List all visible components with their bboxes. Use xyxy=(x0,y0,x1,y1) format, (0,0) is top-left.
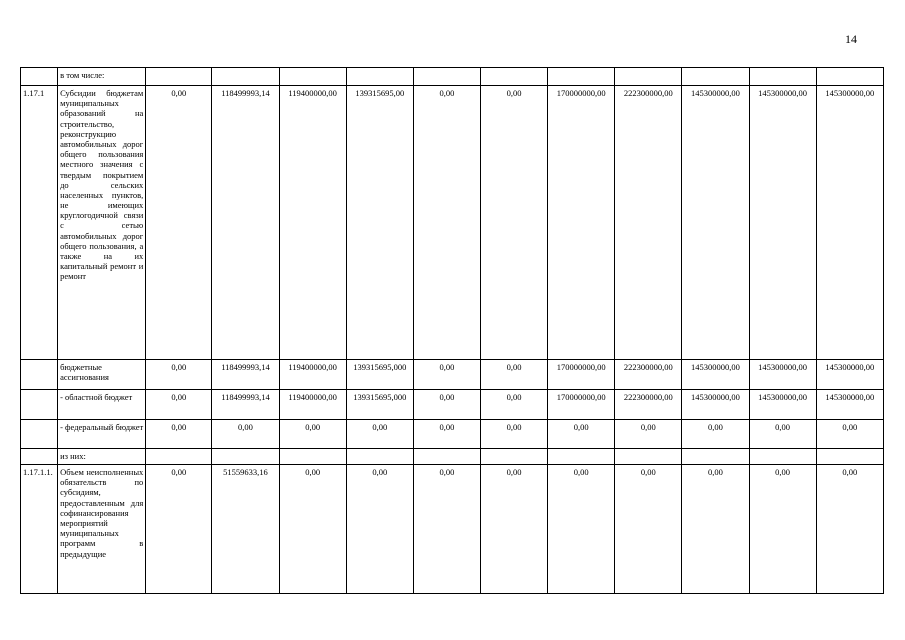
value-cell: 145300000,00 xyxy=(682,86,749,360)
value-cell xyxy=(749,449,816,465)
row-description: - областной бюджет xyxy=(58,390,146,420)
value-cell xyxy=(615,68,682,86)
value-cell xyxy=(816,449,883,465)
value-cell: 145300000,00 xyxy=(816,86,883,360)
value-cell: 170000000,00 xyxy=(548,390,615,420)
value-cell: 0,00 xyxy=(279,420,346,449)
table-row xyxy=(21,68,884,86)
value-cell: 145300000,00 xyxy=(816,390,883,420)
value-cell xyxy=(816,68,883,86)
value-cell: 139315695,000 xyxy=(346,360,413,390)
table-row xyxy=(21,465,884,594)
row-code xyxy=(21,420,58,449)
value-cell: 222300000,00 xyxy=(615,86,682,360)
value-cell xyxy=(212,68,279,86)
row-description: Субсидии бюджетам муниципальных образований на строительство, реконструкцию автомобильных дорог общего пользования местного значения с твердым покрытием до сельских населенных пунктов, не имеющих круглогодичной связи с сетью автомобильных дорог общего пользования, а также на их капитальный ремонт и ремонт xyxy=(58,86,146,360)
value-cell: 222300000,00 xyxy=(615,360,682,390)
table-row xyxy=(21,360,884,390)
value-cell: 0,00 xyxy=(146,465,212,594)
value-cell: 0,00 xyxy=(146,86,212,360)
value-cell: 0,00 xyxy=(480,390,547,420)
table-row xyxy=(21,420,884,449)
value-cell: 0,00 xyxy=(413,86,480,360)
value-cell: 0,00 xyxy=(480,86,547,360)
value-cell: 0,00 xyxy=(146,360,212,390)
value-cell: 170000000,00 xyxy=(548,360,615,390)
value-cell: 0,00 xyxy=(816,420,883,449)
value-cell: 0,00 xyxy=(146,390,212,420)
value-cell xyxy=(749,68,816,86)
value-cell: 0,00 xyxy=(682,420,749,449)
value-cell: 51559633,16 xyxy=(212,465,279,594)
value-cell: 139315695,00 xyxy=(346,86,413,360)
value-cell: 145300000,00 xyxy=(682,360,749,390)
value-cell: 0,00 xyxy=(212,420,279,449)
value-cell: 118499993,14 xyxy=(212,86,279,360)
row-code xyxy=(21,68,58,86)
row-code xyxy=(21,390,58,420)
value-cell: 0,00 xyxy=(816,465,883,594)
value-cell: 0,00 xyxy=(346,420,413,449)
page-number: 14 xyxy=(845,32,857,46)
value-cell xyxy=(548,68,615,86)
row-description: в том числе: xyxy=(58,68,146,86)
value-cell: 145300000,00 xyxy=(682,390,749,420)
value-cell: 0,00 xyxy=(279,465,346,594)
value-cell xyxy=(279,449,346,465)
value-cell: 0,00 xyxy=(480,420,547,449)
value-cell xyxy=(413,449,480,465)
value-cell xyxy=(279,68,346,86)
value-cell: 222300000,00 xyxy=(615,390,682,420)
value-cell: 0,00 xyxy=(749,420,816,449)
value-cell: 139315695,000 xyxy=(346,390,413,420)
value-cell xyxy=(346,449,413,465)
row-description: бюджетные ассигнования xyxy=(58,360,146,390)
value-cell: 145300000,00 xyxy=(749,86,816,360)
value-cell: 0,00 xyxy=(615,465,682,594)
value-cell: 0,00 xyxy=(413,360,480,390)
value-cell: 170000000,00 xyxy=(548,86,615,360)
value-cell: 0,00 xyxy=(413,390,480,420)
value-cell: 0,00 xyxy=(615,420,682,449)
row-description: Объем неисполненных обязательств по субсидиям, предоставленным для софинансирования мероприятий муниципальных программ в предыдущие xyxy=(58,465,146,594)
value-cell xyxy=(346,68,413,86)
row-code: 1.17.1 xyxy=(21,86,58,360)
value-cell xyxy=(146,68,212,86)
value-cell xyxy=(413,68,480,86)
value-cell: 145300000,00 xyxy=(749,360,816,390)
table-row xyxy=(21,390,884,420)
value-cell: 145300000,00 xyxy=(749,390,816,420)
row-description: из них: xyxy=(58,449,146,465)
value-cell xyxy=(682,68,749,86)
value-cell: 0,00 xyxy=(548,420,615,449)
value-cell: 0,00 xyxy=(480,360,547,390)
value-cell xyxy=(480,68,547,86)
row-code: 1.17.1.1. xyxy=(21,465,58,594)
value-cell: 0,00 xyxy=(346,465,413,594)
value-cell xyxy=(480,449,547,465)
table-row xyxy=(21,86,884,360)
value-cell: 118499993,14 xyxy=(212,390,279,420)
value-cell: 119400000,00 xyxy=(279,86,346,360)
budget-table xyxy=(20,67,884,594)
value-cell: 145300000,00 xyxy=(816,360,883,390)
value-cell: 0,00 xyxy=(682,465,749,594)
value-cell: 0,00 xyxy=(413,420,480,449)
value-cell: 118499993,14 xyxy=(212,360,279,390)
value-cell xyxy=(615,449,682,465)
value-cell: 0,00 xyxy=(146,420,212,449)
value-cell: 119400000,00 xyxy=(279,390,346,420)
value-cell: 119400000,00 xyxy=(279,360,346,390)
row-description: - федеральный бюджет xyxy=(58,420,146,449)
value-cell xyxy=(212,449,279,465)
value-cell xyxy=(146,449,212,465)
value-cell: 0,00 xyxy=(413,465,480,594)
value-cell: 0,00 xyxy=(749,465,816,594)
table-row xyxy=(21,449,884,465)
value-cell: 0,00 xyxy=(548,465,615,594)
value-cell xyxy=(682,449,749,465)
row-code xyxy=(21,449,58,465)
value-cell xyxy=(548,449,615,465)
row-code xyxy=(21,360,58,390)
value-cell: 0,00 xyxy=(480,465,547,594)
